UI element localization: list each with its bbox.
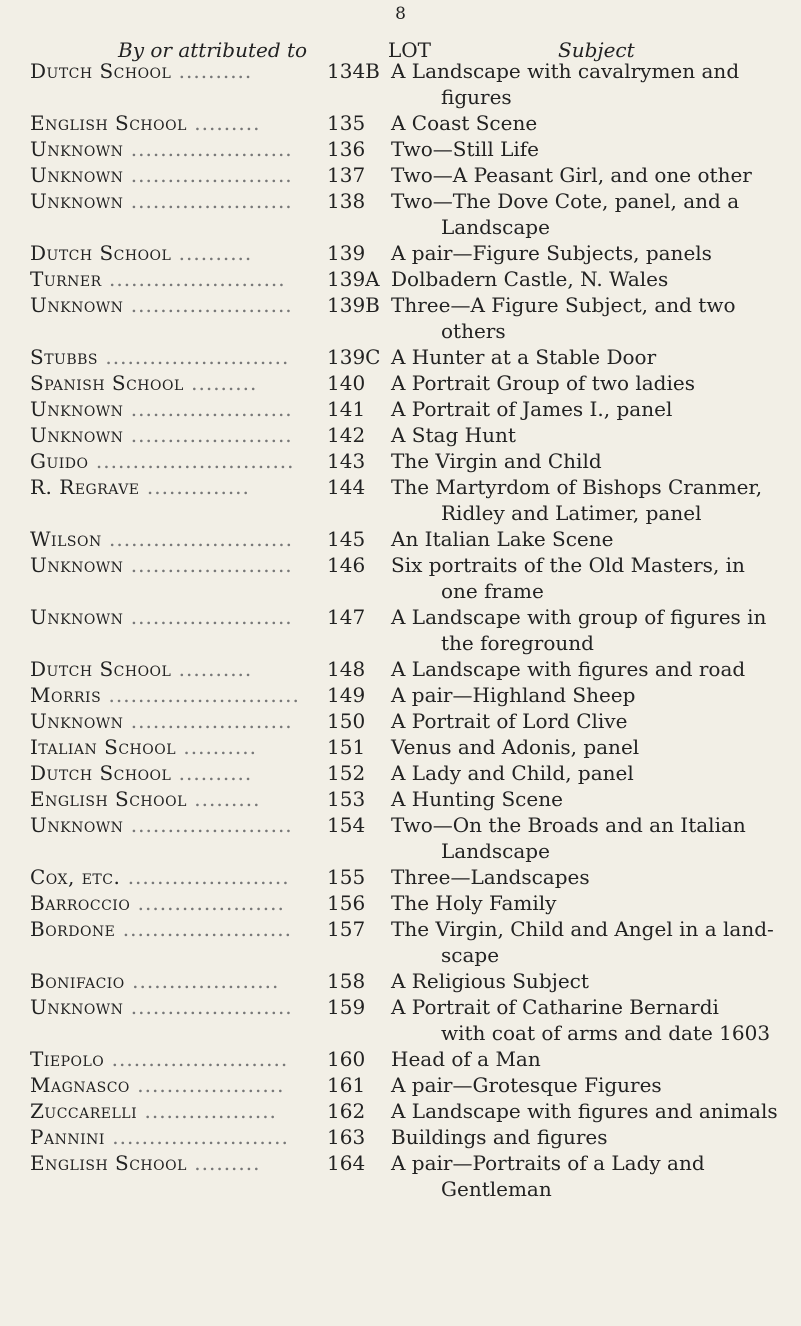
subject-text (375, 1124, 791, 1150)
artist-label: Turner (30, 267, 102, 291)
subject-text (375, 344, 791, 370)
lot-number: 150 (327, 709, 366, 733)
lot-number: 146 (327, 553, 366, 577)
subject-line: Two—The Dove Cote, panel, and a (391, 189, 740, 213)
catalogue-row (0, 786, 801, 812)
leader-dots: .......... (176, 735, 257, 759)
subject-line: A Hunting Scene (391, 787, 563, 811)
subject-text (375, 812, 791, 864)
lot-number: 142 (327, 423, 366, 447)
subject-text (375, 58, 791, 110)
lot-number: 134B (327, 59, 380, 83)
artist-name (0, 136, 327, 162)
artist-label: English School (30, 787, 187, 811)
leader-dots: ......... (186, 1151, 261, 1175)
catalogue-row (0, 916, 801, 968)
artist-label: Tiepolo (30, 1047, 105, 1071)
artist-name (0, 526, 327, 552)
artist-name (0, 1124, 327, 1150)
artist-label: Dutch School (30, 657, 172, 681)
artist-name (0, 656, 327, 682)
subject-text (375, 786, 791, 812)
leader-dots: ...................... (123, 553, 293, 577)
leader-dots: .......... (171, 761, 253, 785)
artist-label: Spanish School (30, 371, 184, 395)
artist-label: Italian School (30, 735, 177, 759)
subject-text (375, 1098, 791, 1124)
subject-line: A Landscape with figures and road (391, 657, 746, 681)
subject-text (375, 656, 791, 682)
artist-label: R. Regrave (30, 475, 140, 499)
leader-dots: ...................... (123, 423, 293, 447)
artist-label: Pannini (30, 1125, 105, 1149)
subject-text (375, 188, 791, 240)
subject-line: Head of a Man (391, 1047, 541, 1071)
leader-dots: .......... (171, 241, 253, 265)
subject-line: The Holy Family (391, 891, 557, 915)
subject-text (375, 422, 791, 448)
leader-dots: .............. (139, 475, 250, 499)
lot-number: 148 (327, 657, 366, 681)
artist-name (0, 1150, 327, 1176)
artist-label: English School (30, 111, 187, 135)
leader-dots: ...................... (123, 397, 293, 421)
subject-line: The Virgin and Child (391, 449, 602, 473)
lot-number: 143 (327, 449, 366, 473)
subject-line: A pair—Figure Subjects, panels (391, 241, 712, 265)
subject-line: A pair—Highland Sheep (391, 683, 636, 707)
subject-line: A pair—Portraits of a Lady and (391, 1151, 705, 1175)
artist-name (0, 708, 327, 734)
subject-line: A Stag Hunt (391, 423, 516, 447)
header-lot: LOT (388, 38, 432, 62)
leader-dots: ...................... (123, 163, 293, 187)
artist-name (0, 396, 327, 422)
leader-dots: .......... (171, 657, 253, 681)
catalogue-row (0, 188, 801, 240)
subject-continuation: the foreground (441, 631, 594, 655)
artist-name (0, 240, 327, 266)
subject-line: Two—On the Broads and an Italian (391, 813, 746, 837)
lot-number: 151 (327, 735, 366, 759)
artist-label: Dutch School (30, 59, 172, 83)
catalogue-row (0, 1098, 801, 1124)
leader-dots: ......................... (98, 345, 290, 369)
catalogue-row (0, 162, 801, 188)
lot-number: 138 (327, 189, 366, 213)
leader-dots: ....................... (115, 917, 292, 941)
subject-text (375, 370, 791, 396)
subject-line: A Lady and Child, panel (391, 761, 634, 785)
artist-label: Dutch School (30, 241, 172, 265)
leader-dots: ...................... (123, 709, 293, 733)
lot-number: 140 (327, 371, 366, 395)
subject-continuation: Gentleman (441, 1177, 552, 1201)
artist-label: Wilson (30, 527, 102, 551)
subject-text (375, 526, 791, 552)
lot-number: 156 (327, 891, 366, 915)
lot-number: 139B (327, 293, 380, 317)
subject-line: A Coast Scene (391, 111, 538, 135)
artist-label: Guido (30, 449, 89, 473)
catalogue-row (0, 136, 801, 162)
artist-name (0, 994, 327, 1020)
leader-dots: ........................... (88, 449, 295, 473)
header-attributed: By or attributed to (118, 38, 308, 62)
leader-dots: ........................ (104, 1047, 289, 1071)
subject-text (375, 266, 791, 292)
artist-label: Unknown (30, 397, 124, 421)
artist-label: Stubbs (30, 345, 99, 369)
subject-text (375, 734, 791, 760)
subject-text (375, 916, 791, 968)
artist-name (0, 1098, 327, 1124)
subject-text (375, 890, 791, 916)
subject-continuation: others (441, 319, 506, 343)
artist-name (0, 916, 327, 942)
lot-number: 139A (327, 267, 380, 291)
catalogue-row (0, 994, 801, 1046)
leader-dots: .................... (130, 891, 285, 915)
catalogue-row (0, 708, 801, 734)
artist-label: Unknown (30, 293, 124, 317)
catalogue-row (0, 422, 801, 448)
artist-label: Unknown (30, 605, 124, 629)
catalogue-row (0, 344, 801, 370)
subject-line: A pair—Grotesque Figures (391, 1073, 662, 1097)
subject-line: A Hunter at a Stable Door (391, 345, 657, 369)
artist-name (0, 162, 327, 188)
catalogue-row (0, 682, 801, 708)
artist-name (0, 344, 327, 370)
artist-name (0, 760, 327, 786)
catalogue-row (0, 656, 801, 682)
artist-label: Unknown (30, 189, 124, 213)
subject-line: A Portrait of Lord Clive (391, 709, 628, 733)
lot-number: 135 (327, 111, 366, 135)
subject-text (375, 1046, 791, 1072)
subject-line: A Religious Subject (391, 969, 589, 993)
leader-dots: ...................... (120, 865, 290, 889)
catalogue-row (0, 448, 801, 474)
subject-continuation: with coat of arms and date 1603 (441, 1021, 771, 1045)
subject-text (375, 1150, 791, 1202)
subject-text (375, 968, 791, 994)
artist-label: Unknown (30, 423, 124, 447)
subject-text (375, 448, 791, 474)
subject-line: A Portrait of Catharine Bernardi (391, 995, 719, 1019)
artist-name (0, 110, 327, 136)
artist-name (0, 682, 327, 708)
artist-label: Unknown (30, 137, 124, 161)
catalogue-row (0, 292, 801, 344)
artist-name (0, 812, 327, 838)
lot-number: 145 (327, 527, 366, 551)
lot-number: 136 (327, 137, 366, 161)
artist-name (0, 370, 327, 396)
header-subject: Subject (558, 38, 635, 62)
subject-line: The Virgin, Child and Angel in a land- (391, 917, 774, 941)
subject-continuation: Ridley and Latimer, panel (441, 501, 702, 525)
lot-number: 153 (327, 787, 366, 811)
lot-number: 159 (327, 995, 366, 1019)
catalogue-row (0, 1124, 801, 1150)
leader-dots: ........................ (101, 267, 286, 291)
catalogue-row (0, 890, 801, 916)
lot-number: 137 (327, 163, 366, 187)
subject-text (375, 604, 791, 656)
catalogue-row (0, 1072, 801, 1098)
page-number: 8 (395, 4, 406, 24)
artist-name (0, 604, 327, 630)
subject-continuation: figures (441, 85, 512, 109)
leader-dots: ...................... (123, 137, 293, 161)
lot-number: 139 (327, 241, 366, 265)
artist-name (0, 188, 327, 214)
subject-text (375, 396, 791, 422)
artist-name (0, 266, 327, 292)
subject-text (375, 240, 791, 266)
artist-label: Zuccarelli (30, 1099, 138, 1123)
lot-number: 160 (327, 1047, 366, 1071)
artist-name (0, 422, 327, 448)
subject-continuation: one frame (441, 579, 544, 603)
subject-line: A Portrait of James I., panel (391, 397, 673, 421)
catalogue-row (0, 812, 801, 864)
catalogue-row (0, 968, 801, 994)
subject-continuation: Landscape (441, 215, 550, 239)
artist-name (0, 734, 327, 760)
subject-line: Three—Landscapes (391, 865, 590, 889)
subject-text (375, 474, 791, 526)
artist-label: Morris (30, 683, 102, 707)
artist-name (0, 58, 327, 84)
lot-number: 144 (327, 475, 366, 499)
artist-name (0, 864, 327, 890)
lot-number: 161 (327, 1073, 366, 1097)
leader-dots: ......... (183, 371, 258, 395)
lot-number: 147 (327, 605, 366, 629)
leader-dots: ...................... (123, 189, 293, 213)
subject-text (375, 708, 791, 734)
subject-text (375, 110, 791, 136)
lot-number: 141 (327, 397, 366, 421)
leader-dots: .......................... (101, 683, 300, 707)
lot-number: 149 (327, 683, 366, 707)
artist-name (0, 968, 327, 994)
catalogue-row (0, 1046, 801, 1072)
catalogue-row (0, 734, 801, 760)
subject-text (375, 162, 791, 188)
subject-text (375, 682, 791, 708)
catalogue-row (0, 58, 801, 110)
subject-text (375, 864, 791, 890)
artist-name (0, 1072, 327, 1098)
subject-line: An Italian Lake Scene (391, 527, 614, 551)
artist-label: Unknown (30, 995, 124, 1019)
subject-line: A Landscape with group of figures in (391, 605, 767, 629)
catalogue-row (0, 110, 801, 136)
artist-label: Unknown (30, 709, 124, 733)
subject-line: Three—A Figure Subject, and two (391, 293, 736, 317)
artist-label: Unknown (30, 813, 124, 837)
leader-dots: ........................ (104, 1125, 289, 1149)
artist-label: Unknown (30, 553, 124, 577)
leader-dots: ...................... (123, 605, 293, 629)
artist-label: Unknown (30, 163, 124, 187)
leader-dots: .................... (129, 1073, 285, 1097)
lot-number: 154 (327, 813, 366, 837)
artist-label: Magnasco (30, 1073, 130, 1097)
leader-dots: .......... (171, 59, 253, 83)
lot-number: 139C (327, 345, 381, 369)
leader-dots: ......... (186, 787, 261, 811)
subject-text (375, 760, 791, 786)
subject-text (375, 136, 791, 162)
leader-dots: .................. (137, 1099, 277, 1123)
leader-dots: ...................... (123, 293, 293, 317)
subject-continuation: Landscape (441, 839, 550, 863)
subject-line: The Martyrdom of Bishops Cranmer, (391, 475, 763, 499)
lot-number: 158 (327, 969, 366, 993)
leader-dots: ...................... (123, 813, 293, 837)
artist-label: Dutch School (30, 761, 172, 785)
catalogue-row (0, 396, 801, 422)
leader-dots: ...................... (123, 995, 293, 1019)
subject-line: Two—Still Life (391, 137, 539, 161)
catalogue-row (0, 240, 801, 266)
lot-number: 164 (327, 1151, 366, 1175)
artist-name (0, 1046, 327, 1072)
leader-dots: ......... (186, 111, 261, 135)
subject-line: Two—A Peasant Girl, and one other (391, 163, 752, 187)
subject-text (375, 552, 791, 604)
artist-name (0, 786, 327, 812)
subject-text (375, 292, 791, 344)
artist-name (0, 292, 327, 318)
lot-number: 163 (327, 1125, 366, 1149)
subject-line: Dolbadern Castle, N. Wales (391, 267, 669, 291)
lot-number: 152 (327, 761, 366, 785)
subject-line: A Landscape with cavalrymen and (391, 59, 740, 83)
subject-line: A Portrait Group of two ladies (391, 371, 695, 395)
artist-name (0, 552, 327, 578)
artist-name (0, 448, 327, 474)
artist-name (0, 890, 327, 916)
subject-line: Six portraits of the Old Masters, in (391, 553, 745, 577)
artist-label: English School (30, 1151, 187, 1175)
catalogue-row (0, 266, 801, 292)
artist-name (0, 474, 327, 500)
artist-label: Barroccio (30, 891, 131, 915)
subject-line: Buildings and figures (391, 1125, 608, 1149)
lot-number: 162 (327, 1099, 366, 1123)
catalogue-row (0, 760, 801, 786)
subject-line: Venus and Adonis, panel (391, 735, 640, 759)
leader-dots: .................... (124, 969, 280, 993)
catalogue-row (0, 1150, 801, 1202)
lot-number: 157 (327, 917, 366, 941)
catalogue-list (0, 58, 801, 1202)
catalogue-row (0, 604, 801, 656)
subject-continuation: scape (441, 943, 500, 967)
catalogue-row (0, 552, 801, 604)
catalogue-row (0, 474, 801, 526)
subject-text (375, 1072, 791, 1098)
leader-dots: ......................... (101, 527, 293, 551)
artist-label: Cox, etc. (30, 865, 121, 889)
subject-line: A Landscape with figures and animals (391, 1099, 778, 1123)
subject-text (375, 994, 791, 1046)
catalogue-row (0, 864, 801, 890)
catalogue-row (0, 526, 801, 552)
lot-number: 155 (327, 865, 366, 889)
catalogue-row (0, 370, 801, 396)
artist-label: Bordone (30, 917, 116, 941)
artist-label: Bonifacio (30, 969, 125, 993)
